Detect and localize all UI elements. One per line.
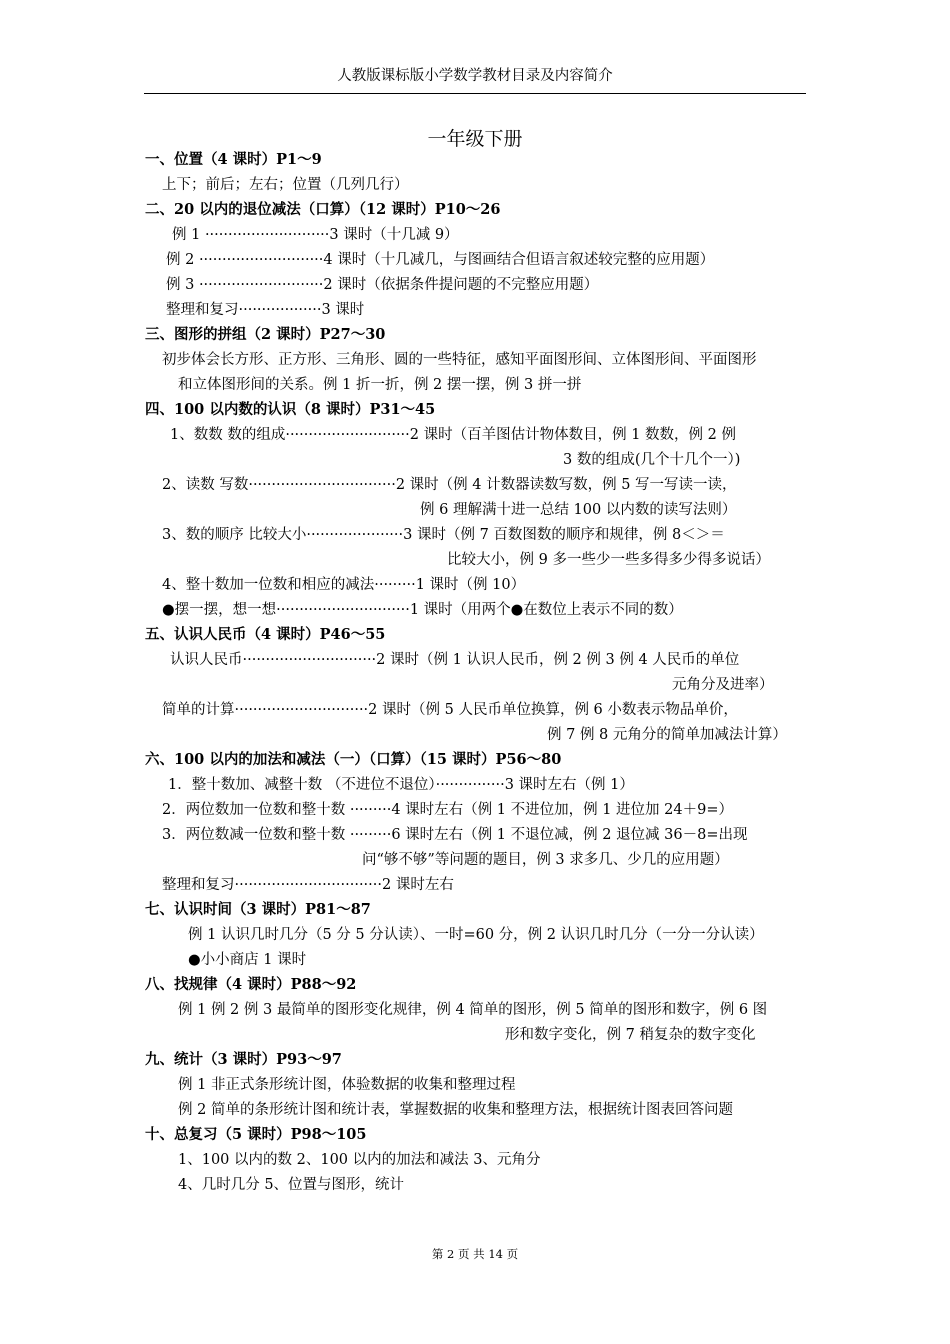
text-line: 例 2 简单的条形统计图和统计表，掌握数据的收集和整理方法，根据统计图表回答问题 bbox=[178, 1102, 733, 1118]
section-heading: 四、100 以内数的认识（8 课时）P31～45 bbox=[145, 401, 436, 418]
text-line: 2．两位数加一位数和整十数 ·········4 课时左右（例 1 不进位加，例 1 进位加 24＋9=） bbox=[162, 802, 733, 818]
section-heading: 九、统计（3 课时）P93～97 bbox=[145, 1051, 342, 1068]
text-line: 例 3 ···························2 课时（依据条件提问题的不完整应用题） bbox=[166, 277, 599, 293]
section-heading: 六、100 以内的加法和减法（一）（口算）（15 课时）P56～80 bbox=[145, 751, 562, 768]
text-line: 比较大小，例 9 多一些少一些多得多少得多说话） bbox=[447, 552, 770, 568]
text-line: 例 6 理解满十进一总结 100 以内数的读写法则） bbox=[420, 502, 737, 518]
text-line: 1、数数 数的组成···························2 课时（百羊图估计物体数目，例 1 数数，例 2 例 bbox=[170, 427, 737, 443]
text-line: 4、整十数加一位数和相应的减法·········1 课时（例 10） bbox=[162, 577, 526, 593]
text-line: 初步体会长方形、正方形、三角形、圆的一些特征，感知平面图形间、立体图形间、平面图形 bbox=[162, 352, 757, 368]
text-line: 形和数字变化，例 7 稍复杂的数字变化 bbox=[505, 1027, 756, 1043]
text-line: 1．整十数加、减整十数 （不进位不退位）···············3 课时左右（例 1） bbox=[168, 777, 634, 793]
page-footer: 第 2 页 共 14 页 bbox=[431, 1247, 519, 1261]
text-line: 简单的计算·····························2 课时（例 5 人民币单位换算，例 6 小数表示物品单价， bbox=[162, 702, 738, 718]
text-line: 例 1 例 2 例 3 最简单的图形变化规律，例 4 简单的图形，例 5 简单的图形和数字，例 6 图 bbox=[178, 1002, 768, 1018]
text-line: 例 1 认识几时几分（5 分 5 分认读）、一时=60 分，例 2 认识几时几分（一分一分认读） bbox=[188, 927, 764, 943]
text-line: 整理和复习································2 课时左右 bbox=[162, 877, 454, 893]
text-line: ●摆一摆，想一想·····························1 课时（用两个●在数位上表示不同的数） bbox=[162, 602, 683, 618]
text-line: 1、100 以内的数 2、100 以内的加法和减法 3、元角分 bbox=[178, 1152, 541, 1168]
header-rule bbox=[144, 93, 806, 94]
section-heading: 八、找规律（4 课时）P88～92 bbox=[145, 976, 357, 993]
text-line: 例 1 ···························3 课时（十几减 9） bbox=[172, 227, 459, 243]
text-line: 整理和复习··················3 课时 bbox=[166, 302, 365, 318]
page-title: 一年级下册 bbox=[427, 128, 523, 150]
text-line: 上下；前后；左右；位置（几列几行） bbox=[162, 177, 409, 193]
text-line: 认识人民币·····························2 课时（例 1 认识人民币，例 2 例 3 例 4 人民币的单位 bbox=[170, 652, 740, 668]
section-heading: 五、认识人民币（4 课时）P46～55 bbox=[145, 626, 386, 643]
text-line: 3、数的顺序 比较大小·····················3 课时（例 7 百数图数的顺序和规律，例 8＜＞＝ bbox=[162, 527, 725, 543]
section-heading: 七、认识时间（3 课时）P81～87 bbox=[145, 901, 371, 918]
text-line: 3 数的组成(几个十几个一）) bbox=[563, 452, 741, 468]
section-heading: 三、图形的拼组（2 课时）P27～30 bbox=[145, 326, 386, 343]
text-line: 2、读数 写数································2 课时（例 4 计数器读数写数，例 5 写一写读一读， bbox=[162, 477, 737, 493]
section-heading: 二、20 以内的退位减法（口算）（12 课时）P10～26 bbox=[145, 201, 501, 218]
section-heading: 一、位置（4 课时）P1～9 bbox=[145, 151, 322, 168]
page-header: 人教版课标版小学数学教材目录及内容简介 bbox=[337, 68, 613, 84]
text-line: 例 1 非正式条形统计图，体验数据的收集和整理过程 bbox=[178, 1077, 516, 1093]
text-line: 和立体图形间的关系。例 1 折一折，例 2 摆一摆，例 3 拼一拼 bbox=[178, 377, 582, 393]
text-line: 4、几时几分 5、位置与图形，统计 bbox=[178, 1177, 405, 1193]
text-line: 问“够不够”等问题的题目，例 3 求多几、少几的应用题） bbox=[362, 852, 729, 868]
text-line: 例 7 例 8 元角分的简单加减法计算） bbox=[547, 727, 787, 743]
section-heading: 十、总复习（5 课时）P98～105 bbox=[145, 1126, 367, 1143]
text-line: 元角分及进率） bbox=[672, 677, 774, 693]
text-line: ●小小商店 1 课时 bbox=[188, 952, 307, 968]
text-line: 3．两位数减一位数和整十数 ·········6 课时左右（例 1 不退位减，例 2 退位减 36－8=出现 bbox=[162, 827, 748, 843]
text-line: 例 2 ···························4 课时（十几减几，与图画结合但语言叙述较完整的应用题） bbox=[166, 252, 715, 268]
